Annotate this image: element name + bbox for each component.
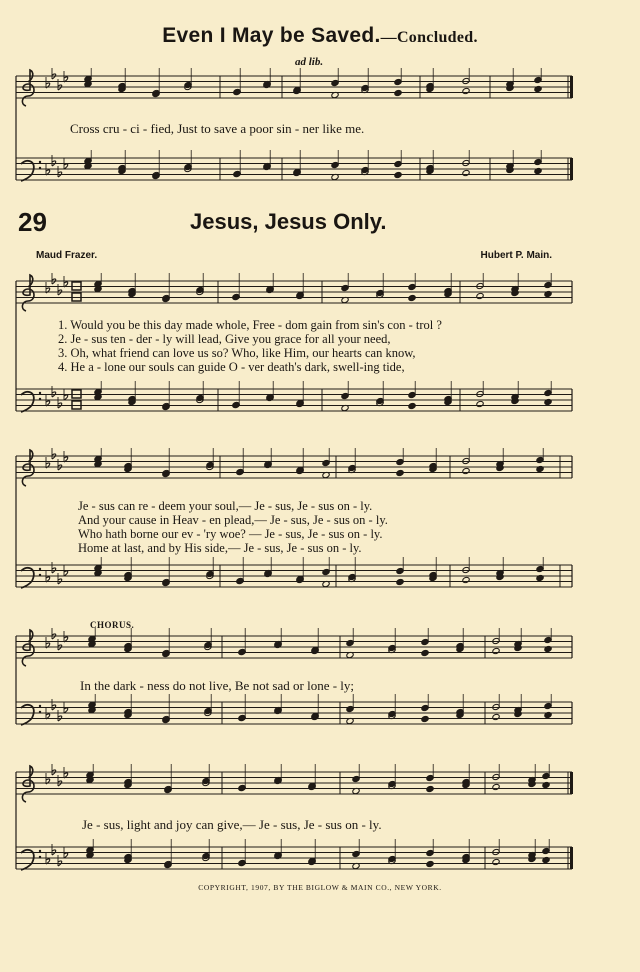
system-2-bass-note — [544, 398, 552, 405]
copyright-notice: COPYRIGHT, 1907, BY THE BIGLOW & MAIN CO., NEW YORK. — [198, 883, 442, 892]
system-5-bass-flat-sign — [64, 853, 68, 858]
hymn-title: Jesus, Jesus Only. — [190, 209, 387, 234]
system-3-treble-treble-clef — [22, 450, 34, 486]
chorus-line-1: In the dark - ness do not live, Be not sad or lone - ly; — [80, 678, 355, 693]
system-3-bass-note — [396, 578, 404, 585]
system-1-treble-note — [394, 89, 402, 96]
system-4-treble-flat-sign — [52, 634, 56, 639]
verse-4-line-2: Home at last, and by His side,— Je - sus, Je - sus on - ly. — [78, 541, 362, 555]
system-5-treble-note — [492, 783, 500, 790]
system-3-treble-note — [462, 467, 470, 474]
system-3-bass-flat-sign — [64, 571, 68, 576]
system-3-treble-flat-sign — [52, 454, 56, 459]
system-3-bass-note — [536, 574, 544, 581]
system-1-treble-treble-clef — [22, 70, 34, 106]
system-2-bass-meter-top — [72, 390, 81, 398]
system-1-treble-flat-sign — [58, 85, 62, 90]
system-2-bass-meter-bottom — [72, 401, 81, 409]
system-1-treble-note — [462, 87, 470, 94]
system-1-final-bar — [570, 76, 573, 98]
previous-hymn-title — [0, 24, 640, 48]
system-3-treble-flat-sign — [58, 465, 62, 470]
verse-1-line-2: Je - sus can re - deem your soul,— Je - sus, Je - sus on - ly. — [78, 499, 373, 513]
system-2-treble-note — [476, 292, 484, 299]
verse-3-line-2: Who hath borne our ev - 'ry woe? — Je - sus, Je - sus on - ly. — [78, 527, 383, 541]
verse-4-line-1: 4. He a - lone our souls can guide O - ver death's dark, swell-ing tide, — [58, 360, 405, 374]
system-4-bass-bass-clef-dot — [39, 705, 41, 707]
system-5-treble-flat-sign — [58, 781, 62, 786]
system-5-treble-treble-clef — [22, 766, 34, 802]
system-2-treble-note — [408, 294, 416, 301]
system-5-bass-bass-clef-dot — [39, 850, 41, 852]
system-5-bass-note — [426, 860, 434, 867]
system-1-final-bar — [570, 158, 573, 180]
hymn-number: 29 — [18, 207, 47, 237]
system-2-bass-flat-sign — [64, 395, 68, 400]
system-3-bass-bass-clef-dot — [39, 568, 41, 570]
system-2-treble-flat-sign — [52, 279, 56, 284]
system-2-treble-flat-sign — [58, 290, 62, 295]
system-5-final-bar — [570, 847, 573, 869]
system-5-treble-note — [426, 785, 434, 792]
system-5-bass-note — [492, 858, 500, 865]
system-1-treble-note — [534, 85, 542, 92]
system-4-bass-bass-clef-dot — [39, 711, 41, 713]
system-5-treble-flat-sign — [52, 770, 56, 775]
system-4-treble-note — [492, 647, 500, 654]
system-5-final-bar — [570, 772, 573, 794]
system-5-bass-bass-clef-dot — [39, 856, 41, 858]
system-2-bass-note — [476, 400, 484, 407]
system-5-bass-note — [542, 856, 550, 863]
system-2-treble-meter-top — [72, 282, 81, 290]
previous-hymn-lyrics: Cross cru - ci - fied, Just to save a poor sin - ner like me. — [70, 121, 365, 136]
system-1-treble-flat-sign — [52, 74, 56, 79]
system-4-treble-flat-sign — [58, 645, 62, 650]
system-4-bass-flat-sign — [64, 708, 68, 713]
system-2-treble-treble-clef — [22, 275, 34, 311]
system-2-bass-bass-clef-dot — [39, 398, 41, 400]
title-suffix: —Concluded. — [380, 29, 478, 46]
system-2-bass-bass-clef-dot — [39, 392, 41, 394]
system-3-treble-note — [536, 465, 544, 472]
chorus-label: CHORUS. — [90, 620, 135, 630]
system-1-bass-note — [394, 171, 402, 178]
system-4-treble-note — [544, 645, 552, 652]
author-credit: Maud Frazer. — [36, 250, 98, 261]
system-1-bass-note — [462, 169, 470, 176]
verse-1-line-1: 1. Would you be this day made whole, Free - dom gain from sin's con - trol ? — [58, 318, 442, 332]
composer-credit: Hubert P. Main. — [480, 250, 552, 261]
system-1-bass-flat-sign — [64, 164, 68, 169]
chorus-line-2: Je - sus, light and joy can give,— Je - sus, Je - sus on - ly. — [82, 817, 382, 832]
title-text: Even I May be Saved. — [162, 24, 381, 47]
system-1-bass-bass-clef-dot — [39, 167, 41, 169]
system-4-bass-note — [544, 711, 552, 718]
verse-2-line-1: 2. Je - sus ten - der - ly will lead, Give you grace for all your need, — [58, 332, 391, 346]
system-3-bass-note — [462, 576, 470, 583]
system-2-treble-meter-bottom — [72, 293, 81, 301]
tempo-mark: ad lib. — [295, 56, 324, 68]
system-2-treble-note — [544, 290, 552, 297]
system-1-bass-note — [534, 167, 542, 174]
system-4-treble-treble-clef — [22, 630, 34, 666]
system-4-bass-note — [492, 713, 500, 720]
system-4-treble-note — [421, 649, 429, 656]
system-3-bass-bass-clef-dot — [39, 574, 41, 576]
system-3-treble-note — [396, 469, 404, 476]
verse-2-line-2: And your cause in Heav - en plead,— Je - sus, Je - sus on - ly. — [78, 513, 388, 527]
verse-3-line-1: 3. Oh, what friend can love us so? Who, like Him, our hearts can know, — [58, 346, 416, 360]
system-5-treble-note — [542, 781, 550, 788]
system-4-bass-note — [421, 715, 429, 722]
system-2-bass-note — [408, 402, 416, 409]
system-1-bass-bass-clef-dot — [39, 161, 41, 163]
